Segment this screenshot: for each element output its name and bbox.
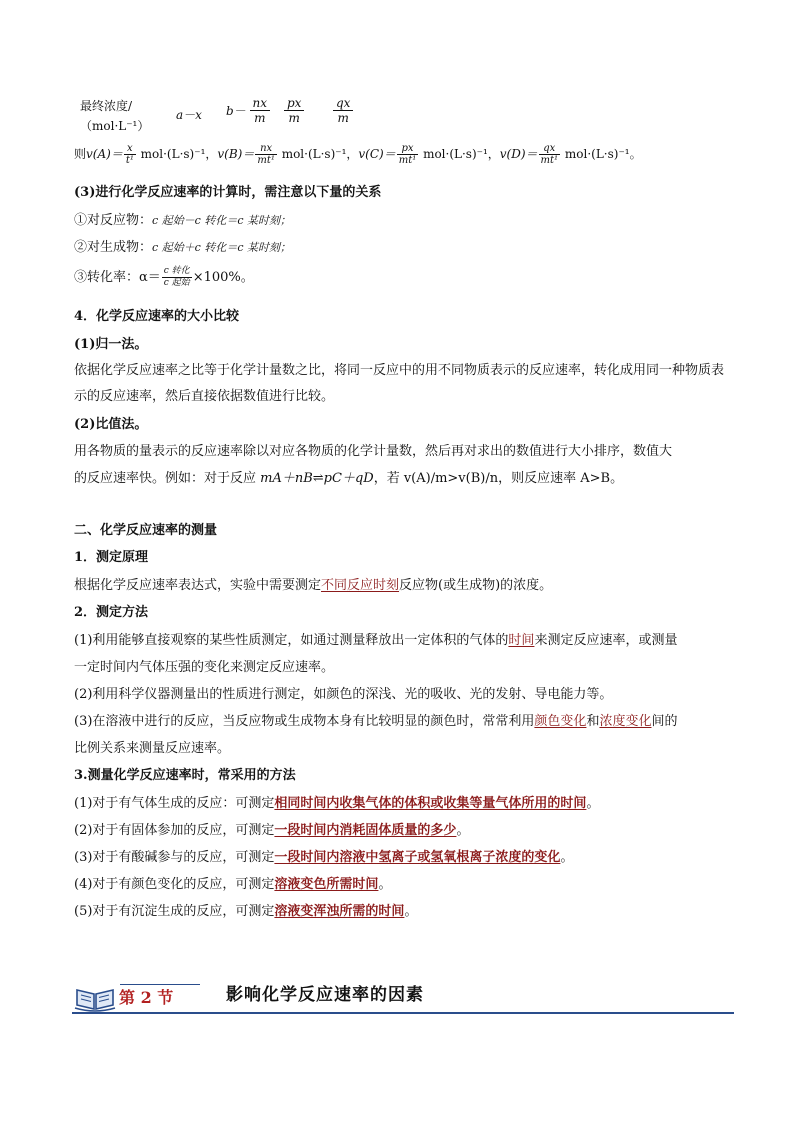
part2-p2-2: (2)利用科学仪器测量出的性质进行测定，如颜色的深浅、光的吸收、光的发射、导电能力等。: [74, 687, 613, 702]
method-3: [74, 849, 573, 867]
method-2-text: (2)对于有固体参加的反应，可测定: [74, 823, 275, 838]
part2-p2-3m: 和: [586, 714, 600, 729]
part2-p3-heading: 3.测量化学反应速率时，常采用的方法: [74, 768, 296, 783]
rate-vA: v(A)＝: [86, 147, 123, 161]
part2-p1-text: [74, 577, 552, 595]
table-label-line1: 最终浓度/: [80, 99, 133, 113]
s3-item3: [74, 266, 254, 290]
part2-p1-underline: 不同反应时刻: [321, 578, 400, 593]
part2-p1-text-b: 反应物(或生成物)的浓度。: [399, 578, 553, 593]
table-label-line2: （mol·L⁻¹）: [80, 119, 150, 133]
rate-vD-den: mt¹: [540, 155, 559, 166]
table-cell-c-den: m: [288, 111, 300, 125]
section-rule: [72, 1012, 734, 1014]
part2-p2-3a: (3)在溶液中进行的反应，当反应物或生成物本身有比较明显的颜色时，常常利用: [74, 714, 535, 729]
s3-item2: [74, 239, 291, 257]
method-4: [74, 876, 391, 894]
rate-unit-end: mol·(L·s)⁻¹。: [561, 147, 642, 161]
part2-p2-1c: 一定时间内气体压强的变化来测定反应速率。: [74, 660, 335, 675]
part2-p2-3-underline1: 颜色变化: [534, 714, 587, 729]
method-5-underline: 溶液变浑浊所需的时间: [274, 904, 405, 919]
part2-p2-1-underline: 时间: [508, 633, 535, 648]
method-1-text: (1)对于有气体生成的反应：可测定: [74, 796, 275, 811]
table-row-label: [80, 96, 149, 136]
s3-item1: [74, 212, 291, 230]
method-2-end: 。: [456, 823, 470, 838]
table-cell-d-num: qx: [333, 96, 353, 111]
s4-m1-heading: (1)归一法。: [74, 337, 148, 352]
rate-unit-b: mol·(L·s)⁻¹，: [277, 147, 359, 161]
rate-vA-den: t¹: [125, 155, 134, 166]
method-3-underline: 一段时间内溶液中氢离子或氢氧根离子浓度的变化: [274, 850, 561, 865]
rate-vA-num: x: [124, 143, 136, 155]
part2-p1-heading: 1．测定原理: [74, 550, 149, 565]
s3-item1-prefix: ①对反应物：: [74, 213, 153, 228]
method-5-end: 。: [404, 904, 418, 919]
method-4-underline: 溶液变色所需时间: [274, 877, 379, 892]
rate-vB: v(B)＝: [217, 147, 255, 161]
table-cell-b-prefix: b－: [226, 104, 246, 118]
rate-unit-c: mol·(L·s)⁻¹，: [419, 147, 500, 161]
method-1: [74, 795, 599, 813]
part2-p2-3-underline2: 浓度变化: [599, 714, 652, 729]
rate-vC: v(C)＝: [358, 147, 396, 161]
s4-heading: 4．化学反应速率的大小比较: [74, 309, 240, 324]
s4-m2-line2: [74, 470, 623, 488]
s3-item3-prefix: ③转化率：α＝: [74, 270, 161, 285]
rate-vD-num: qx: [539, 143, 561, 155]
s4-m2-line1: 用各物质的量表示的反应速率除以对应各物质的化学计量数，然后再对求出的数值进行大小排序，数值大: [74, 444, 673, 459]
part2-p2-3: [74, 713, 677, 731]
section-number: 第 2 节: [119, 988, 174, 1007]
rate-vC-den: mt¹: [398, 155, 417, 166]
table-cell-b: [226, 96, 270, 125]
method-5-text: (5)对于有沉淀生成的反应，可测定: [74, 904, 275, 919]
s4-m2-heading: (2)比值法。: [74, 417, 148, 432]
s4-m2-equation: mA＋nB⇌pC＋qD: [260, 471, 374, 486]
part2-p2-3b: 间的: [651, 714, 678, 729]
rate-vB-num: nx: [255, 143, 277, 155]
table-cell-d-den: m: [337, 111, 349, 125]
s3-heading: (3)进行化学反应速率的计算时，需注意以下量的关系: [74, 185, 382, 200]
s3-item2-formula: c 起始＋c 转化＝c 某时刻；: [152, 241, 291, 254]
s3-item2-prefix: ②对生成物：: [74, 240, 153, 255]
part2-p2-1a: (1)利用能够直接观察的某些性质测定，如通过测量释放出一定体积的气体的: [74, 633, 509, 648]
table-cell-d: [333, 96, 353, 126]
section-title: 影响化学反应速率的因素: [226, 985, 424, 1005]
s4-m1-text: 依据化学反应速率之比等于化学计量数之比，将同一反应中的用不同物质表示的反应速率，转化成用同一种物质表示的反应速率，然后直接依据数值进行比较。: [74, 363, 725, 404]
method-4-text: (4)对于有颜色变化的反应，可测定: [74, 877, 275, 892]
part2-heading: 二、化学反应速率的测量: [74, 523, 218, 538]
s3-item3-num: c 转化: [163, 266, 190, 276]
rate-vB-den: mt¹: [257, 155, 275, 166]
rate-unit-a: mol·(L·s)⁻¹，: [136, 147, 218, 161]
s4-m2-line2a: 的反应速率快。例如：对于反应: [74, 471, 261, 486]
method-4-end: 。: [378, 877, 392, 892]
s3-item1-formula: c 起始－c 转化＝c 某时刻；: [152, 214, 291, 227]
rate-vC-num: px: [397, 143, 419, 155]
part2-p2-1b: 来测定反应速率，或测量: [534, 633, 678, 648]
s3-item3-suffix: ×100%。: [192, 270, 254, 285]
table-cell-b-den: m: [254, 111, 266, 125]
part2-p2-3c: 比例关系来测量反应速率。: [74, 741, 231, 756]
part2-p2-1: [74, 632, 677, 650]
method-1-end: 。: [586, 796, 600, 811]
rate-vD: v(D)＝: [499, 147, 538, 161]
table-cell-c: [284, 96, 304, 126]
method-5: [74, 903, 417, 921]
table-cell-b-num: nx: [250, 96, 271, 111]
table-cell-c-num: px: [284, 96, 304, 111]
method-2: [74, 822, 469, 840]
method-2-underline: 一段时间内消耗固体质量的多少: [274, 823, 457, 838]
s4-m2-line2b: ，若 v(A)/m>v(B)/n，则反应速率 A>B。: [373, 471, 624, 486]
method-3-text: (3)对于有酸碱参与的反应，可测定: [74, 850, 275, 865]
rate-prefix: 则: [74, 147, 87, 161]
part2-p2-heading: 2．测定方法: [74, 605, 149, 620]
open-book-icon: [74, 984, 116, 1012]
s3-item3-den: c 起始: [163, 278, 190, 288]
part2-p1-text-a: 根据化学反应速率表达式，实验中需要测定: [74, 578, 322, 593]
method-3-end: 。: [560, 850, 574, 865]
table-cell-a: a－x: [176, 108, 202, 122]
rate-formula-line: [74, 142, 642, 166]
method-1-underline: 相同时间内收集气体的体积或收集等量气体所用的时间: [274, 796, 587, 811]
